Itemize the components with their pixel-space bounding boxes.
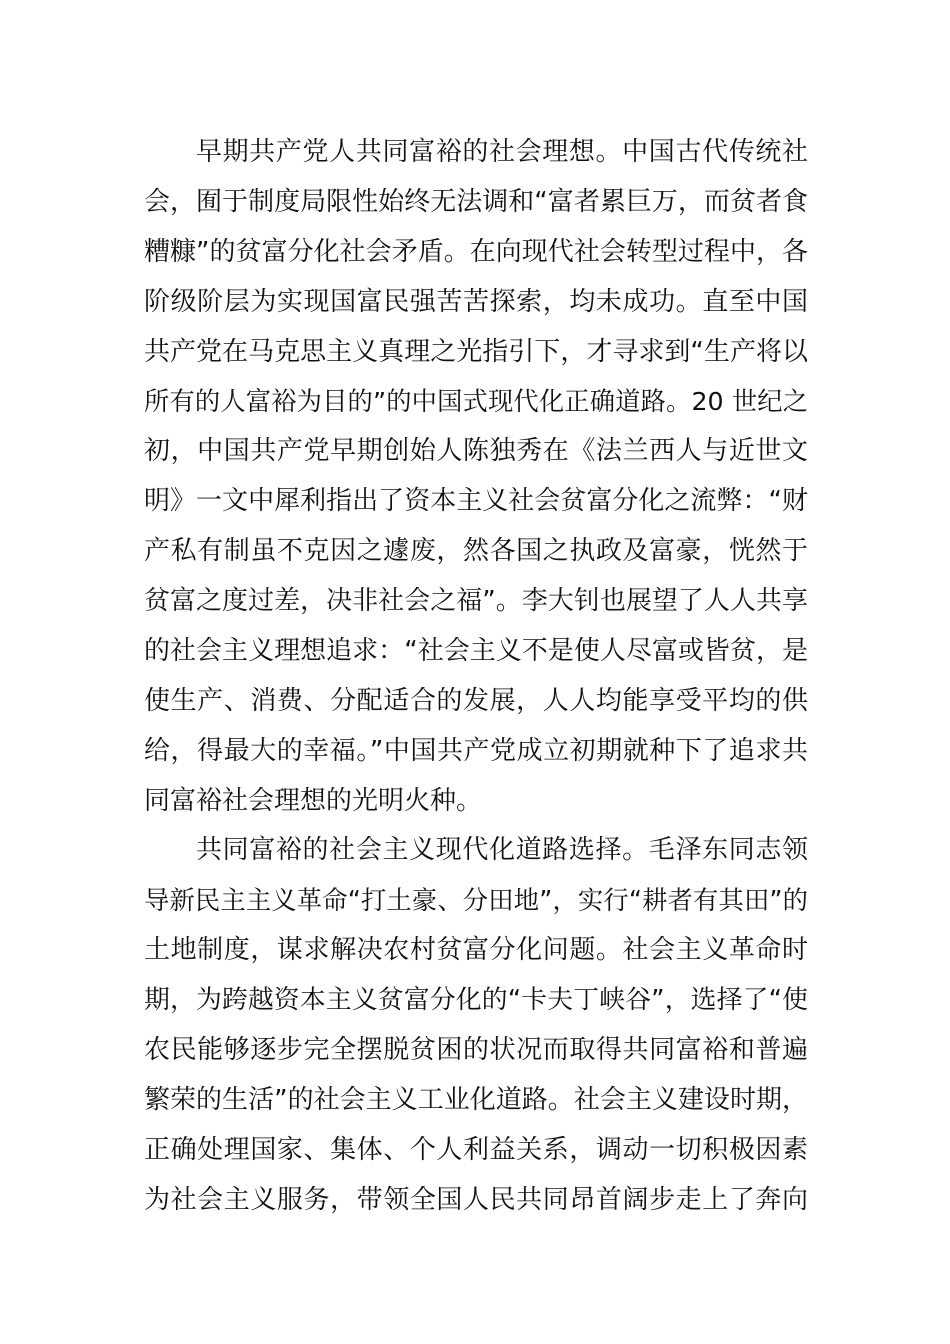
text-line: 土地制度，谋求解决农村贫富分化问题。社会主义革命时 — [144, 935, 808, 966]
paragraph-road-choice — [144, 826, 808, 1225]
text-line: 使生产、消费、分配适合的发展，人人均能享受平均的供 — [144, 685, 808, 716]
text-line: 糟糠”的贫富分化社会矛盾。在向现代社会转型过程中，各 — [144, 236, 808, 267]
text-line: 会，囿于制度局限性始终无法调和“富者累巨万，而贫者食 — [144, 186, 808, 217]
text-line: 同富裕社会理想的光明火种。 — [144, 785, 483, 816]
text-line: 所有的人富裕为目的”的中国式现代化正确道路。20 世纪之 — [144, 387, 808, 417]
text-line: 早期共产党人共同富裕的社会理想。中国古代传统社 — [196, 137, 808, 167]
text-line: 产私有制虽不克因之遽废，然各国之执政及富豪，恍然于 — [144, 536, 808, 567]
text-line: 共产党在马克思主义真理之光指引下，才寻求到“生产将以 — [144, 336, 808, 367]
document-body — [144, 128, 808, 1226]
text-line: 贫富之度过差，决非社会之福”。李大钊也展望了人人共享 — [144, 586, 808, 617]
text-line: 给，得最大的幸福。”中国共产党成立初期就种下了追求共 — [144, 735, 808, 766]
text-line: 正确处理国家、集体、个人利益关系，调动一切积极因素 — [144, 1134, 808, 1165]
text-line: 明》一文中犀利指出了资本主义社会贫富分化之流弊：“财 — [144, 486, 808, 517]
text-line: 阶级阶层为实现国富民强苦苦探索，均未成功。直至中国 — [144, 286, 808, 317]
text-line: 导新民主主义革命“打土豪、分田地”，实行“耕者有其田”的 — [144, 885, 808, 916]
text-line: 共同富裕的社会主义现代化道路选择。毛泽东同志领 — [196, 835, 808, 866]
text-line: 的社会主义理想追求：“社会主义不是使人尽富或皆贫，是 — [144, 635, 808, 666]
text-line: 繁荣的生活”的社会主义工业化道路。社会主义建设时期， — [144, 1084, 808, 1115]
text-line: 初，中国共产党早期创始人陈独秀在《法兰西人与近世文 — [144, 436, 808, 467]
paragraph-early-ideals — [144, 128, 808, 826]
text-line: 期，为跨越资本主义贫富分化的“卡夫丁峡谷”，选择了“使 — [144, 985, 808, 1016]
text-line: 农民能够逐步完全摆脱贫困的状况而取得共同富裕和普遍 — [144, 1035, 808, 1066]
text-line: 为社会主义服务，带领全国人民共同昂首阔步走上了奔向 — [144, 1184, 808, 1215]
